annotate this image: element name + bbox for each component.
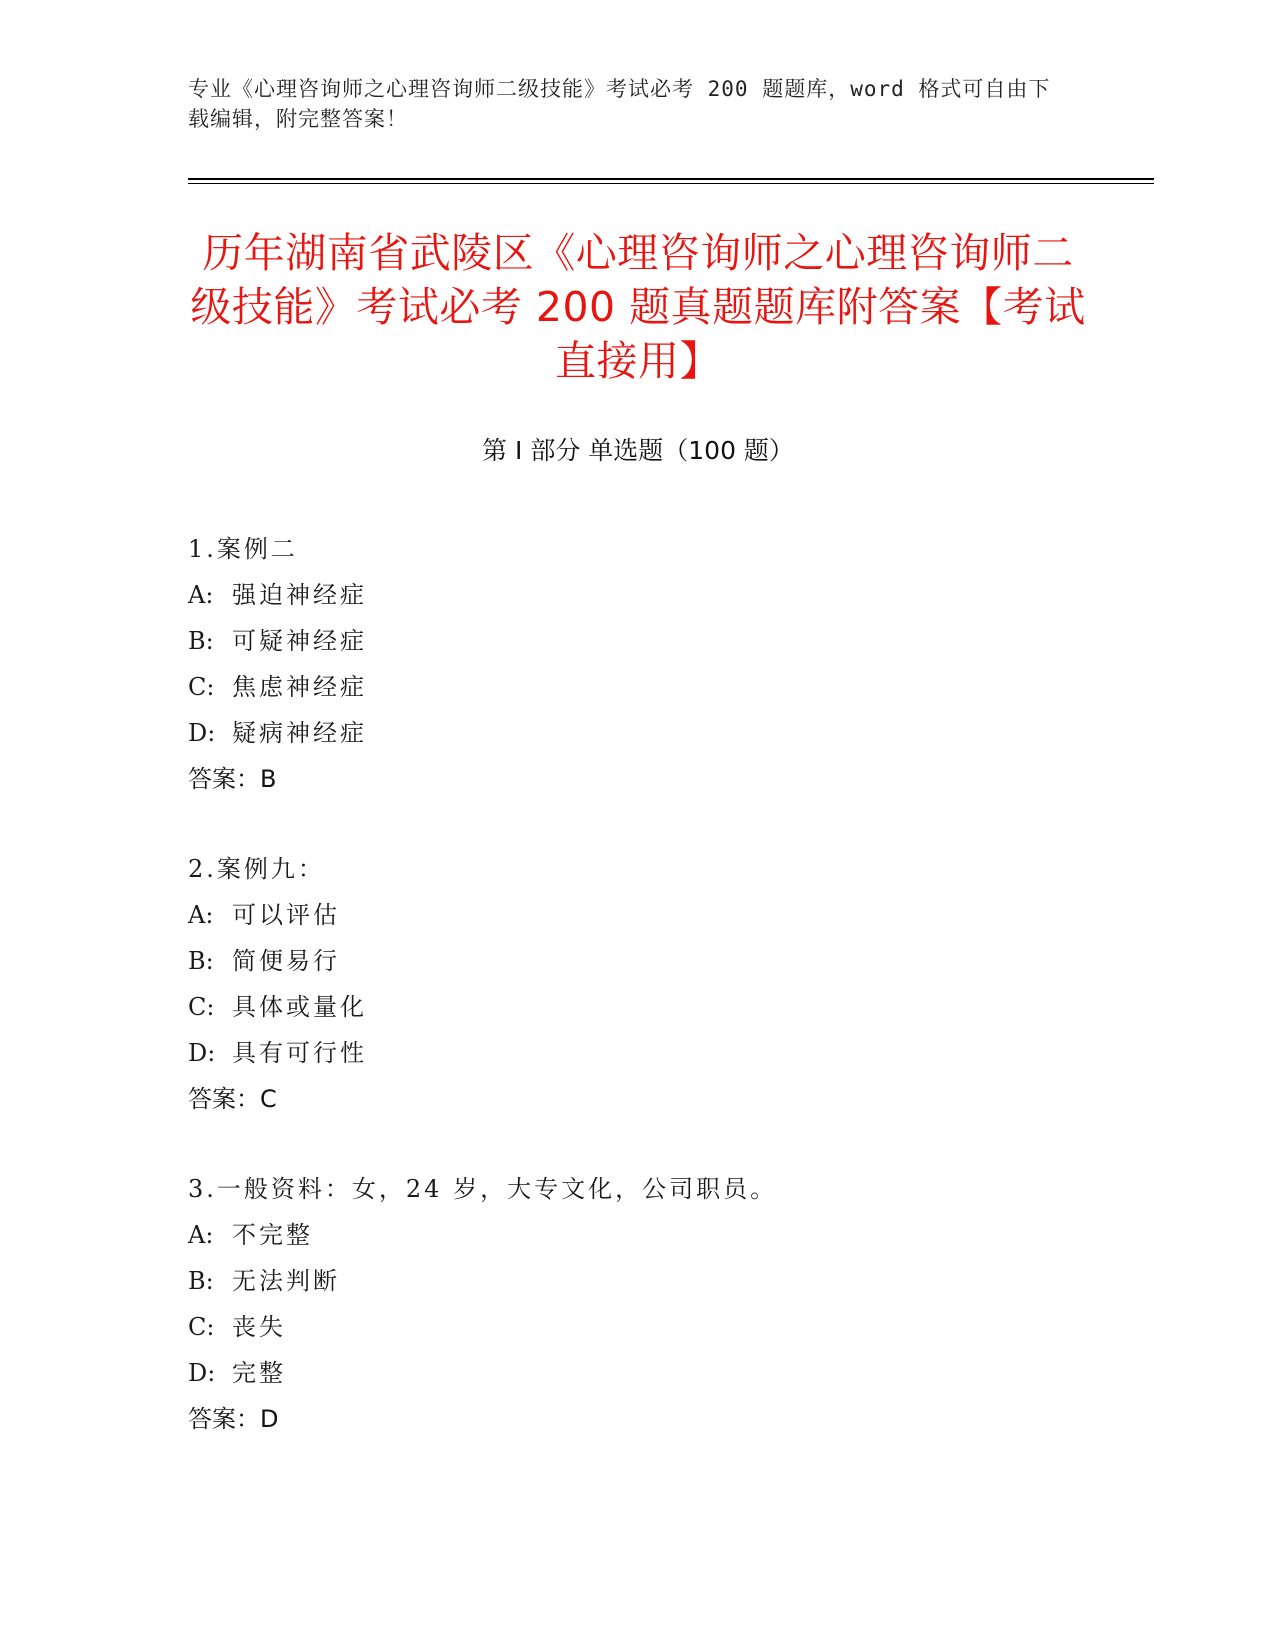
- header-rule-thin: [188, 183, 1154, 184]
- option-text: 疑病神经症: [232, 719, 367, 747]
- option-c: [188, 984, 1088, 1030]
- option-text: 具有可行性: [232, 1039, 367, 1067]
- option-text: 不完整: [232, 1221, 313, 1249]
- question-2: [188, 846, 1088, 1122]
- option-key: A:: [188, 901, 214, 929]
- option-key: D:: [188, 1039, 216, 1067]
- option-key: A:: [188, 1221, 214, 1249]
- question-1: [188, 526, 1088, 802]
- option-text: 强迫神经症: [232, 581, 367, 609]
- option-c: [188, 664, 1088, 710]
- header-note: 专业《心理咨询师之心理咨询师二级技能》考试必考 200 题题库，word 格式可自由下载编辑，附完整答案！: [188, 77, 1051, 131]
- option-key: D:: [188, 719, 216, 747]
- section-heading: 第 I 部分 单选题（100 题）: [482, 436, 794, 465]
- question-stem: 1.案例二: [188, 535, 298, 563]
- option-key: B:: [188, 1267, 214, 1295]
- option-text: 具体或量化: [232, 993, 367, 1021]
- answer: 答案：C: [188, 1085, 277, 1113]
- question-list: [188, 526, 1088, 1486]
- document-title: 历年湖南省武陵区《心理咨询师之心理咨询师二级技能》考试必考 200 题真题题库附答案【考试直接用】: [190, 229, 1086, 385]
- option-c: [188, 1304, 1088, 1350]
- answer: 答案：B: [188, 765, 277, 793]
- question-3: [188, 1166, 1088, 1442]
- option-text: 丧失: [232, 1313, 286, 1341]
- option-a: [188, 1212, 1088, 1258]
- option-text: 简便易行: [232, 947, 340, 975]
- question-stem: 3.一般资料：女，24 岁，大专文化，公司职员。: [188, 1175, 778, 1203]
- header-rule-thick: [188, 178, 1154, 180]
- option-key: C:: [188, 993, 215, 1021]
- option-b: [188, 1258, 1088, 1304]
- option-text: 无法判断: [232, 1267, 340, 1295]
- option-b: [188, 618, 1088, 664]
- option-d: [188, 710, 1088, 756]
- option-a: [188, 572, 1088, 618]
- question-stem: 2.案例九：: [188, 855, 325, 883]
- option-key: C:: [188, 1313, 215, 1341]
- option-b: [188, 938, 1088, 984]
- option-key: C:: [188, 673, 215, 701]
- option-text: 焦虑神经症: [232, 673, 367, 701]
- option-key: B:: [188, 947, 214, 975]
- option-a: [188, 892, 1088, 938]
- option-d: [188, 1350, 1088, 1396]
- option-key: A:: [188, 581, 214, 609]
- option-text: 可疑神经症: [232, 627, 367, 655]
- option-d: [188, 1030, 1088, 1076]
- option-key: B:: [188, 627, 214, 655]
- option-key: D:: [188, 1359, 216, 1387]
- option-text: 完整: [232, 1359, 286, 1387]
- option-text: 可以评估: [232, 901, 340, 929]
- answer: 答案：D: [188, 1405, 279, 1433]
